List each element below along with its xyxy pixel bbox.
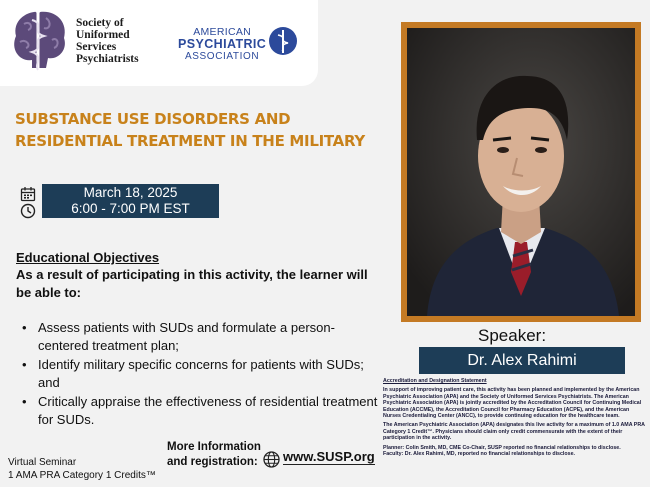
event-date-time-box <box>42 184 219 218</box>
objective-item <box>22 319 382 355</box>
speaker-label: Speaker: <box>478 326 547 345</box>
apa-wordmark <box>178 26 266 62</box>
objective-item <box>22 356 382 392</box>
accreditation-paragraph: In support of improving patient care, this activity has been planned and implemented by the American Psychiatric Association (APA) and the Society of Uniformed Services Psychiatrists. The American Psychiatric Association (APA) is jointly accredited by the Accreditation Council for Continuing Medical Education (ACCME), the Accreditation Council for Pharmacy Education (ACPE), and the American Nurses Credentialing Center (ANCC), to provide continuing education for the healthcare team. <box>383 387 642 420</box>
virtual-seminar-label: Virtual Seminar <box>8 457 77 468</box>
objective-text: Assess patients with SUDs and formulate a person-centered treatment plan; <box>38 320 335 353</box>
apa-wordmark-line1: AMERICAN <box>193 26 252 38</box>
susp-name-line: Uniformed <box>76 29 130 41</box>
designation-paragraph: The American Psychiatric Association (APA) designates this live activity for a maximum of 1.0 AMA PRA Category 1 Credit™. Physicians should claim only credit commensurate with the extent of their participation in the activity. <box>383 422 645 442</box>
header-banner <box>0 0 318 86</box>
objective-text: Identify military specific concerns for patients with SUDs; and <box>38 357 364 390</box>
more-info-line: and registration: <box>167 456 258 468</box>
apa-wordmark-line2: PSYCHIATRIC <box>178 37 267 51</box>
seminar-info <box>8 456 156 482</box>
susp-name-line: Society of <box>76 17 124 29</box>
susp-name-line: Services <box>76 41 117 53</box>
bullet-icon: • <box>22 357 27 372</box>
event-date: March 18, 2025 <box>83 185 178 200</box>
more-info-label <box>167 440 261 470</box>
susp-brain-caduceus-logo <box>6 6 70 80</box>
event-title-line: RESIDENTIAL TREATMENT IN THE MILITARY <box>15 132 365 150</box>
event-title <box>15 108 395 152</box>
calendar-icon <box>20 186 36 202</box>
planner-disclosure: Planner: Colin Smith, MD, CME Co-Chair, SUSP reported no financial relationships to disclose. <box>383 444 621 451</box>
susp-name-line: Psychiatrists <box>76 53 139 65</box>
globe-icon <box>263 451 280 468</box>
objective-text: Critically appraise the effectiveness of residential treatment for SUDs. <box>38 394 378 427</box>
bullet-icon: • <box>22 394 27 409</box>
website-link[interactable]: www.SUSP.org <box>283 449 375 464</box>
apa-caduceus-icon <box>268 26 298 56</box>
more-info-line: More Information <box>167 441 261 453</box>
objectives-list <box>22 319 382 430</box>
clock-icon <box>20 203 36 219</box>
faculty-disclosure: Faculty: Dr. Alex Rahimi, MD, reported no financial relationships to disclose. <box>383 451 576 458</box>
objective-item <box>22 393 382 429</box>
susp-organization-name <box>76 17 176 65</box>
accreditation-title: Accreditation and Designation Statement <box>383 378 487 384</box>
event-time: 6:00 - 7:00 PM EST <box>71 201 190 216</box>
objectives-intro: As a result of participating in this activity, the learner will be able to: <box>16 267 368 300</box>
bullet-icon: • <box>22 320 27 335</box>
speaker-photo <box>407 28 635 316</box>
event-title-line: SUBSTANCE USE DISORDERS AND <box>15 110 291 128</box>
speaker-name: Dr. Alex Rahimi <box>419 347 625 374</box>
credits-label: 1 AMA PRA Category 1 Credits™ <box>8 470 156 481</box>
accreditation-statement <box>383 378 645 460</box>
objectives-heading: Educational Objectives <box>16 250 160 265</box>
apa-wordmark-line3: ASSOCIATION <box>185 51 260 62</box>
